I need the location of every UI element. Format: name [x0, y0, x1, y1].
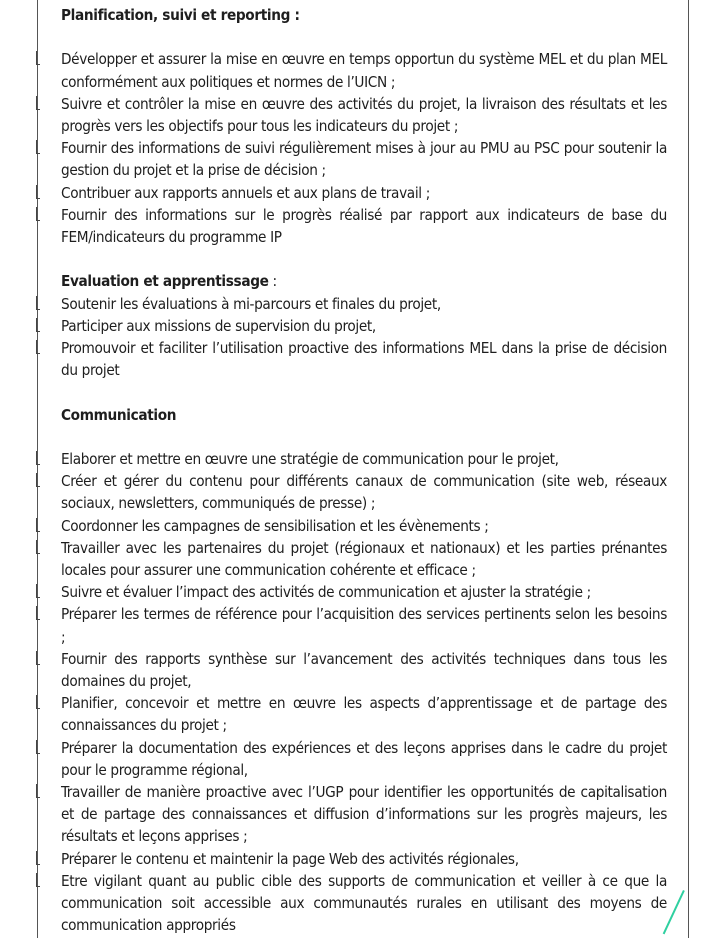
list-item: Fournir des rapports synthèse sur l’avancement des activités techniques dans tous les domaines du projet, [61, 648, 667, 692]
list-item: Créer et gérer du contenu pour différents canaux de communication (site web, réseaux sociaux, newsletters, communiqués de presse) ; [61, 470, 667, 514]
bullet-tick-icon [36, 96, 40, 110]
bullet-tick-icon [36, 606, 40, 620]
bullet-tick-icon [36, 185, 40, 199]
list-item: Fournir des informations sur le progrès réalisé par rapport aux indicateurs de base du FEM/indicateurs du programme IP [61, 204, 667, 248]
section-heading-communication: Communication [61, 405, 177, 424]
bullet-tick-icon [36, 318, 40, 332]
bullet-tick-icon [36, 784, 40, 798]
bullet-tick-icon [36, 140, 40, 154]
list-item: Travailler avec les partenaires du projet (régionaux et nationaux) et les parties prénantes locales pour assurer une communication cohérente et efficace ; [61, 537, 667, 581]
bullet-tick-icon [36, 451, 40, 465]
list-item: Travailler de manière proactive avec l’UGP pour identifier les opportunités de capitalisation et de partage des connaissances et diffusion d’informations sur les progrès majeurs, les résultats et leçons apprises ; [61, 781, 667, 848]
bullet-tick-icon [36, 740, 40, 754]
bullet-tick-icon [36, 584, 40, 598]
list-item: Soutenir les évaluations à mi-parcours et finales du projet, [61, 293, 667, 315]
bullet-tick-icon [36, 695, 40, 709]
bullet-tick-icon [36, 340, 40, 354]
list-item: Elaborer et mettre en œuvre une stratégie de communication pour le projet, [61, 448, 667, 470]
list-item: Préparer les termes de référence pour l’acquisition des services pertinents selon les besoins ; [61, 603, 667, 647]
list-item: Développer et assurer la mise en œuvre en temps opportun du système MEL et du plan MEL conformément aux politiques et normes de l’UICN ; [61, 48, 667, 92]
list-item: Etre vigilant quant au public cible des supports de communication et veiller à ce que la communication soit accessible aux communautés rurales en utilisant des moyens de communication appropriés [61, 870, 667, 937]
bullet-tick-icon [36, 296, 40, 310]
bullet-tick-icon [36, 473, 40, 487]
bullet-tick-icon [36, 540, 40, 554]
bullet-tick-icon [36, 51, 40, 65]
bullet-tick-icon [36, 873, 40, 887]
bullet-tick-icon [36, 851, 40, 865]
section-heading-planification: Planification, suivi et reporting : [61, 6, 300, 24]
list-item: Préparer la documentation des expériences et des leçons apprises dans le cadre du projet pour le programme régional, [61, 737, 667, 781]
list-item: Promouvoir et faciliter l’utilisation proactive des informations MEL dans la prise de décision du projet [61, 337, 667, 381]
list-item: Suivre et contrôler la mise en œuvre des activités du projet, la livraison des résultats et les progrès vers les objectifs pour tous les indicateurs du projet ; [61, 93, 667, 137]
document-body [61, 4, 667, 936]
bullet-tick-icon [36, 518, 40, 532]
section-heading-evaluation: Evaluation et apprentissage : [61, 272, 277, 291]
list-item: Planifier, concevoir et mettre en œuvre les aspects d’apprentissage et de partage des connaissances du projet ; [61, 692, 667, 736]
list-item: Coordonner les campagnes de sensibilisation et les évènements ; [61, 515, 667, 537]
list-item: Préparer le contenu et maintenir la page Web des activités régionales, [61, 848, 667, 870]
bullet-tick-icon [36, 651, 40, 665]
list-item: Fournir des informations de suivi régulièrement mises à jour au PMU au PSC pour soutenir la gestion du projet et la prise de décision ; [61, 137, 667, 181]
list-item: Suivre et évaluer l’impact des activités de communication et ajuster la stratégie ; [61, 581, 667, 603]
bullet-tick-icon [36, 207, 40, 221]
list-item: Contribuer aux rapports annuels et aux plans de travail ; [61, 182, 667, 204]
list-item: Participer aux missions de supervision du projet, [61, 315, 667, 337]
